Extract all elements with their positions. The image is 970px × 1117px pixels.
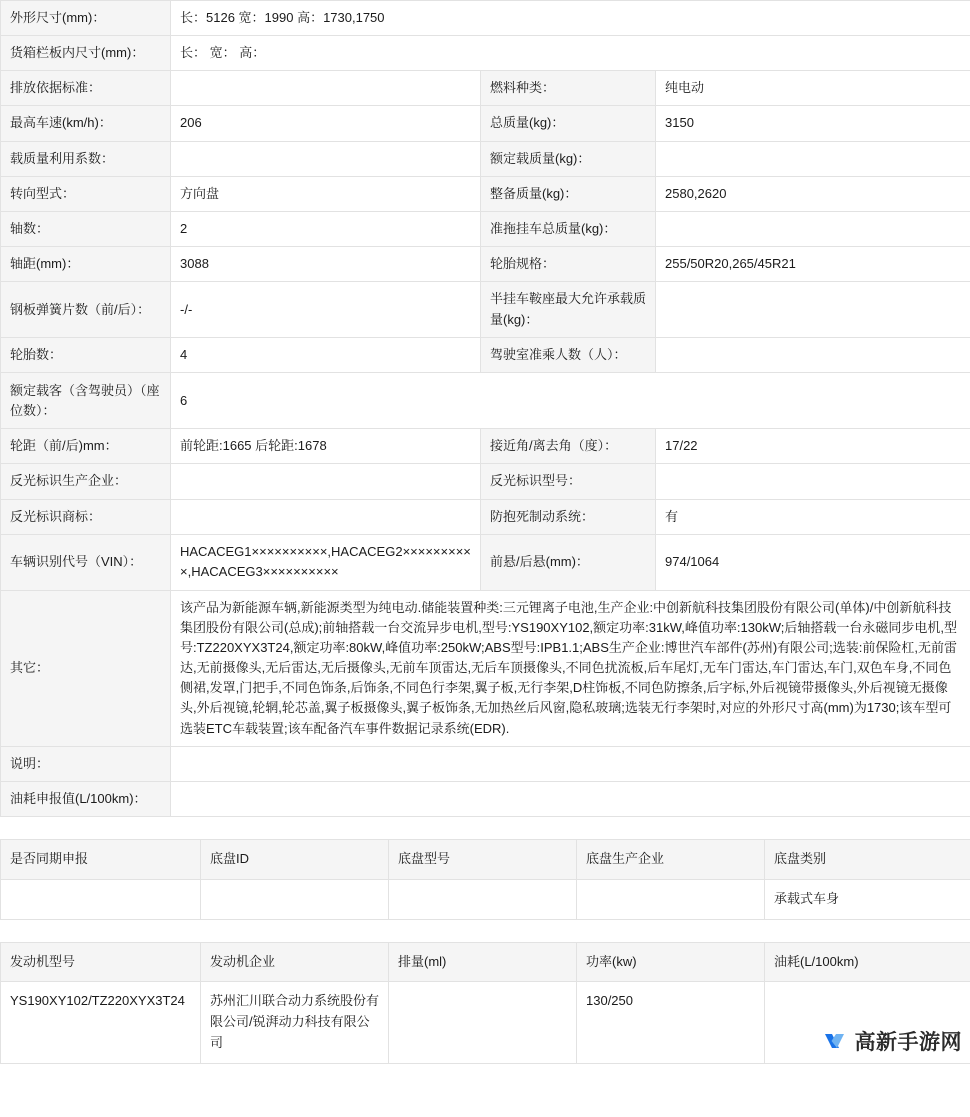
row-label: 车辆识别代号（VIN）： — [1, 534, 171, 590]
table-row — [1, 781, 970, 816]
row-label: 外形尺寸(mm)： — [1, 1, 171, 36]
row-value: 6 — [171, 373, 970, 429]
row-label: 反光标识生产企业： — [1, 464, 171, 499]
table-row — [1, 36, 970, 71]
cell — [389, 982, 577, 1063]
table-row — [1, 464, 970, 499]
row-value-2: 有 — [656, 499, 970, 534]
table-row-other — [1, 590, 970, 746]
row-value: 3088 — [171, 246, 481, 281]
row-label: 转向型式： — [1, 176, 171, 211]
table-row — [1, 211, 970, 246]
cell — [765, 982, 970, 1063]
table-row — [1, 373, 970, 429]
table-row — [1, 338, 970, 373]
row-value-2 — [656, 141, 970, 176]
column-header: 发动机型号 — [1, 942, 201, 982]
table-row — [1, 499, 970, 534]
column-header: 功率(kw) — [577, 942, 765, 982]
column-header: 发动机企业 — [201, 942, 389, 982]
vin-value: HACACEG1××××××××××,HACACEG2××××××××××,HACACEG3×××××××××× — [171, 534, 481, 590]
row-value — [171, 141, 481, 176]
chassis-header-row — [1, 839, 970, 879]
table-row — [1, 429, 970, 464]
row-value: 长：5126 宽：1990 高：1730,1750 — [171, 1, 970, 36]
row-label: 轴数： — [1, 211, 171, 246]
cell — [389, 879, 577, 919]
row-value — [171, 71, 481, 106]
table-row — [1, 176, 970, 211]
row-label-2: 前悬/后悬(mm)： — [481, 534, 656, 590]
other-value: 该产品为新能源车辆,新能源类型为纯电动.储能装置种类:三元锂离子电池,生产企业:中创新航科技集团股份有限公司(单体)/中创新航科技集团股份有限公司(总成);前轴搭载一台交流异步电机,型号:YS190XY102,额定功率:31kW,峰值功率:130kW;后轴搭载一台永磁同步电机,型号:TZ220XYX3T24,额定功率:80kW,峰值功率:250kW;ABS型号:IPB1.1;ABS生产企业:博世汽车部件(苏州)有限公司;选装:前保险杠,无前雷达,无前摄像头,无后雷达,无后摄像头,无前车顶雷达,无后车顶摄像头,不同色扰流板,后车尾灯,无车门雷达,车门雷达,车门,双色车身,不同色侧裙,发罩,门把手,不同色饰条,后饰条,不同色行李架,翼子板,无行李架,D柱饰板,不同色防擦条,后字标,外后视镜带摄像头,外后视镜无摄像头,外后视镜,轮辋,轮芯盖,翼子板摄像头,翼子板饰条,无加热丝后风窗,隐私玻璃;选装无行李架时,对应的外形尺寸高(mm)为1730;该车型可选装ETC车载装置;该车配备汽车事件数据记录系统(EDR). — [171, 590, 970, 746]
cell: 承载式车身 — [765, 879, 970, 919]
row-value — [171, 781, 970, 816]
row-value: 长： 宽： 高： — [171, 36, 970, 71]
table-row — [1, 282, 970, 338]
column-header: 排量(ml) — [389, 942, 577, 982]
row-value-2: 2580,2620 — [656, 176, 970, 211]
row-value-2: 纯电动 — [656, 71, 970, 106]
row-label: 载质量利用系数： — [1, 141, 171, 176]
row-label: 说明： — [1, 746, 171, 781]
row-value-2 — [656, 338, 970, 373]
cell: 130/250 — [577, 982, 765, 1063]
row-label-2: 燃料种类： — [481, 71, 656, 106]
row-value: -/- — [171, 282, 481, 338]
table-row-vin — [1, 534, 970, 590]
chassis-table — [0, 839, 970, 920]
row-value — [171, 464, 481, 499]
row-value-2 — [656, 464, 970, 499]
row-value — [171, 746, 970, 781]
table-row — [1, 1, 970, 36]
row-value-2: 3150 — [656, 106, 970, 141]
row-label: 最高车速(km/h)： — [1, 106, 171, 141]
row-label-2: 接近角/离去角（度）： — [481, 429, 656, 464]
row-label: 钢板弹簧片数（前/后）： — [1, 282, 171, 338]
cell — [577, 879, 765, 919]
row-label-2: 反光标识型号： — [481, 464, 656, 499]
table-row — [1, 879, 970, 919]
column-header: 底盘生产企业 — [577, 839, 765, 879]
row-label: 反光标识商标： — [1, 499, 171, 534]
row-value-2: 974/1064 — [656, 534, 970, 590]
column-header: 油耗(L/100km) — [765, 942, 970, 982]
row-label-2: 准拖挂车总质量(kg)： — [481, 211, 656, 246]
row-value: 206 — [171, 106, 481, 141]
watermark-text: 高新手游网 — [854, 1030, 962, 1054]
table-row — [1, 982, 970, 1063]
table-row — [1, 106, 970, 141]
other-label: 其它： — [1, 590, 171, 746]
column-header: 底盘型号 — [389, 839, 577, 879]
row-label: 轴距(mm)： — [1, 246, 171, 281]
engine-table — [0, 942, 970, 1064]
row-label-2: 驾驶室准乘人数（人）： — [481, 338, 656, 373]
row-label-2: 整备质量(kg)： — [481, 176, 656, 211]
row-label-2: 轮胎规格： — [481, 246, 656, 281]
row-value: 前轮距:1665 后轮距:1678 — [171, 429, 481, 464]
row-value-2: 17/22 — [656, 429, 970, 464]
table-row — [1, 71, 970, 106]
section-divider-2 — [0, 920, 970, 942]
row-value-2 — [656, 211, 970, 246]
row-value: 2 — [171, 211, 481, 246]
engine-header-row — [1, 942, 970, 982]
row-label: 轮距（前/后)mm： — [1, 429, 171, 464]
row-label-2: 总质量(kg)： — [481, 106, 656, 141]
row-label: 排放依据标准： — [1, 71, 171, 106]
column-header: 是否同期申报 — [1, 839, 201, 879]
column-header: 底盘类别 — [765, 839, 970, 879]
row-value: 方向盘 — [171, 176, 481, 211]
table-row — [1, 141, 970, 176]
row-value-2: 255/50R20,265/45R21 — [656, 246, 970, 281]
row-value: 4 — [171, 338, 481, 373]
cell: YS190XY102/TZ220XYX3T24 — [1, 982, 201, 1063]
row-label: 油耗申报值(L/100km)： — [1, 781, 171, 816]
row-label-2: 额定载质量(kg)： — [481, 141, 656, 176]
row-label-2: 防抱死制动系统： — [481, 499, 656, 534]
row-label: 额定载客（含驾驶员）（座位数）： — [1, 373, 171, 429]
cell: 苏州汇川联合动力系统股份有限公司/锐湃动力科技有限公司 — [201, 982, 389, 1063]
cell — [201, 879, 389, 919]
column-header: 底盘ID — [201, 839, 389, 879]
row-label: 货箱栏板内尺寸(mm)： — [1, 36, 171, 71]
table-row — [1, 246, 970, 281]
row-value-2 — [656, 282, 970, 338]
row-label-2: 半挂车鞍座最大允许承载质量(kg)： — [481, 282, 656, 338]
row-value — [171, 499, 481, 534]
cell — [1, 879, 201, 919]
row-label: 轮胎数： — [1, 338, 171, 373]
table-row — [1, 746, 970, 781]
section-divider — [0, 817, 970, 839]
